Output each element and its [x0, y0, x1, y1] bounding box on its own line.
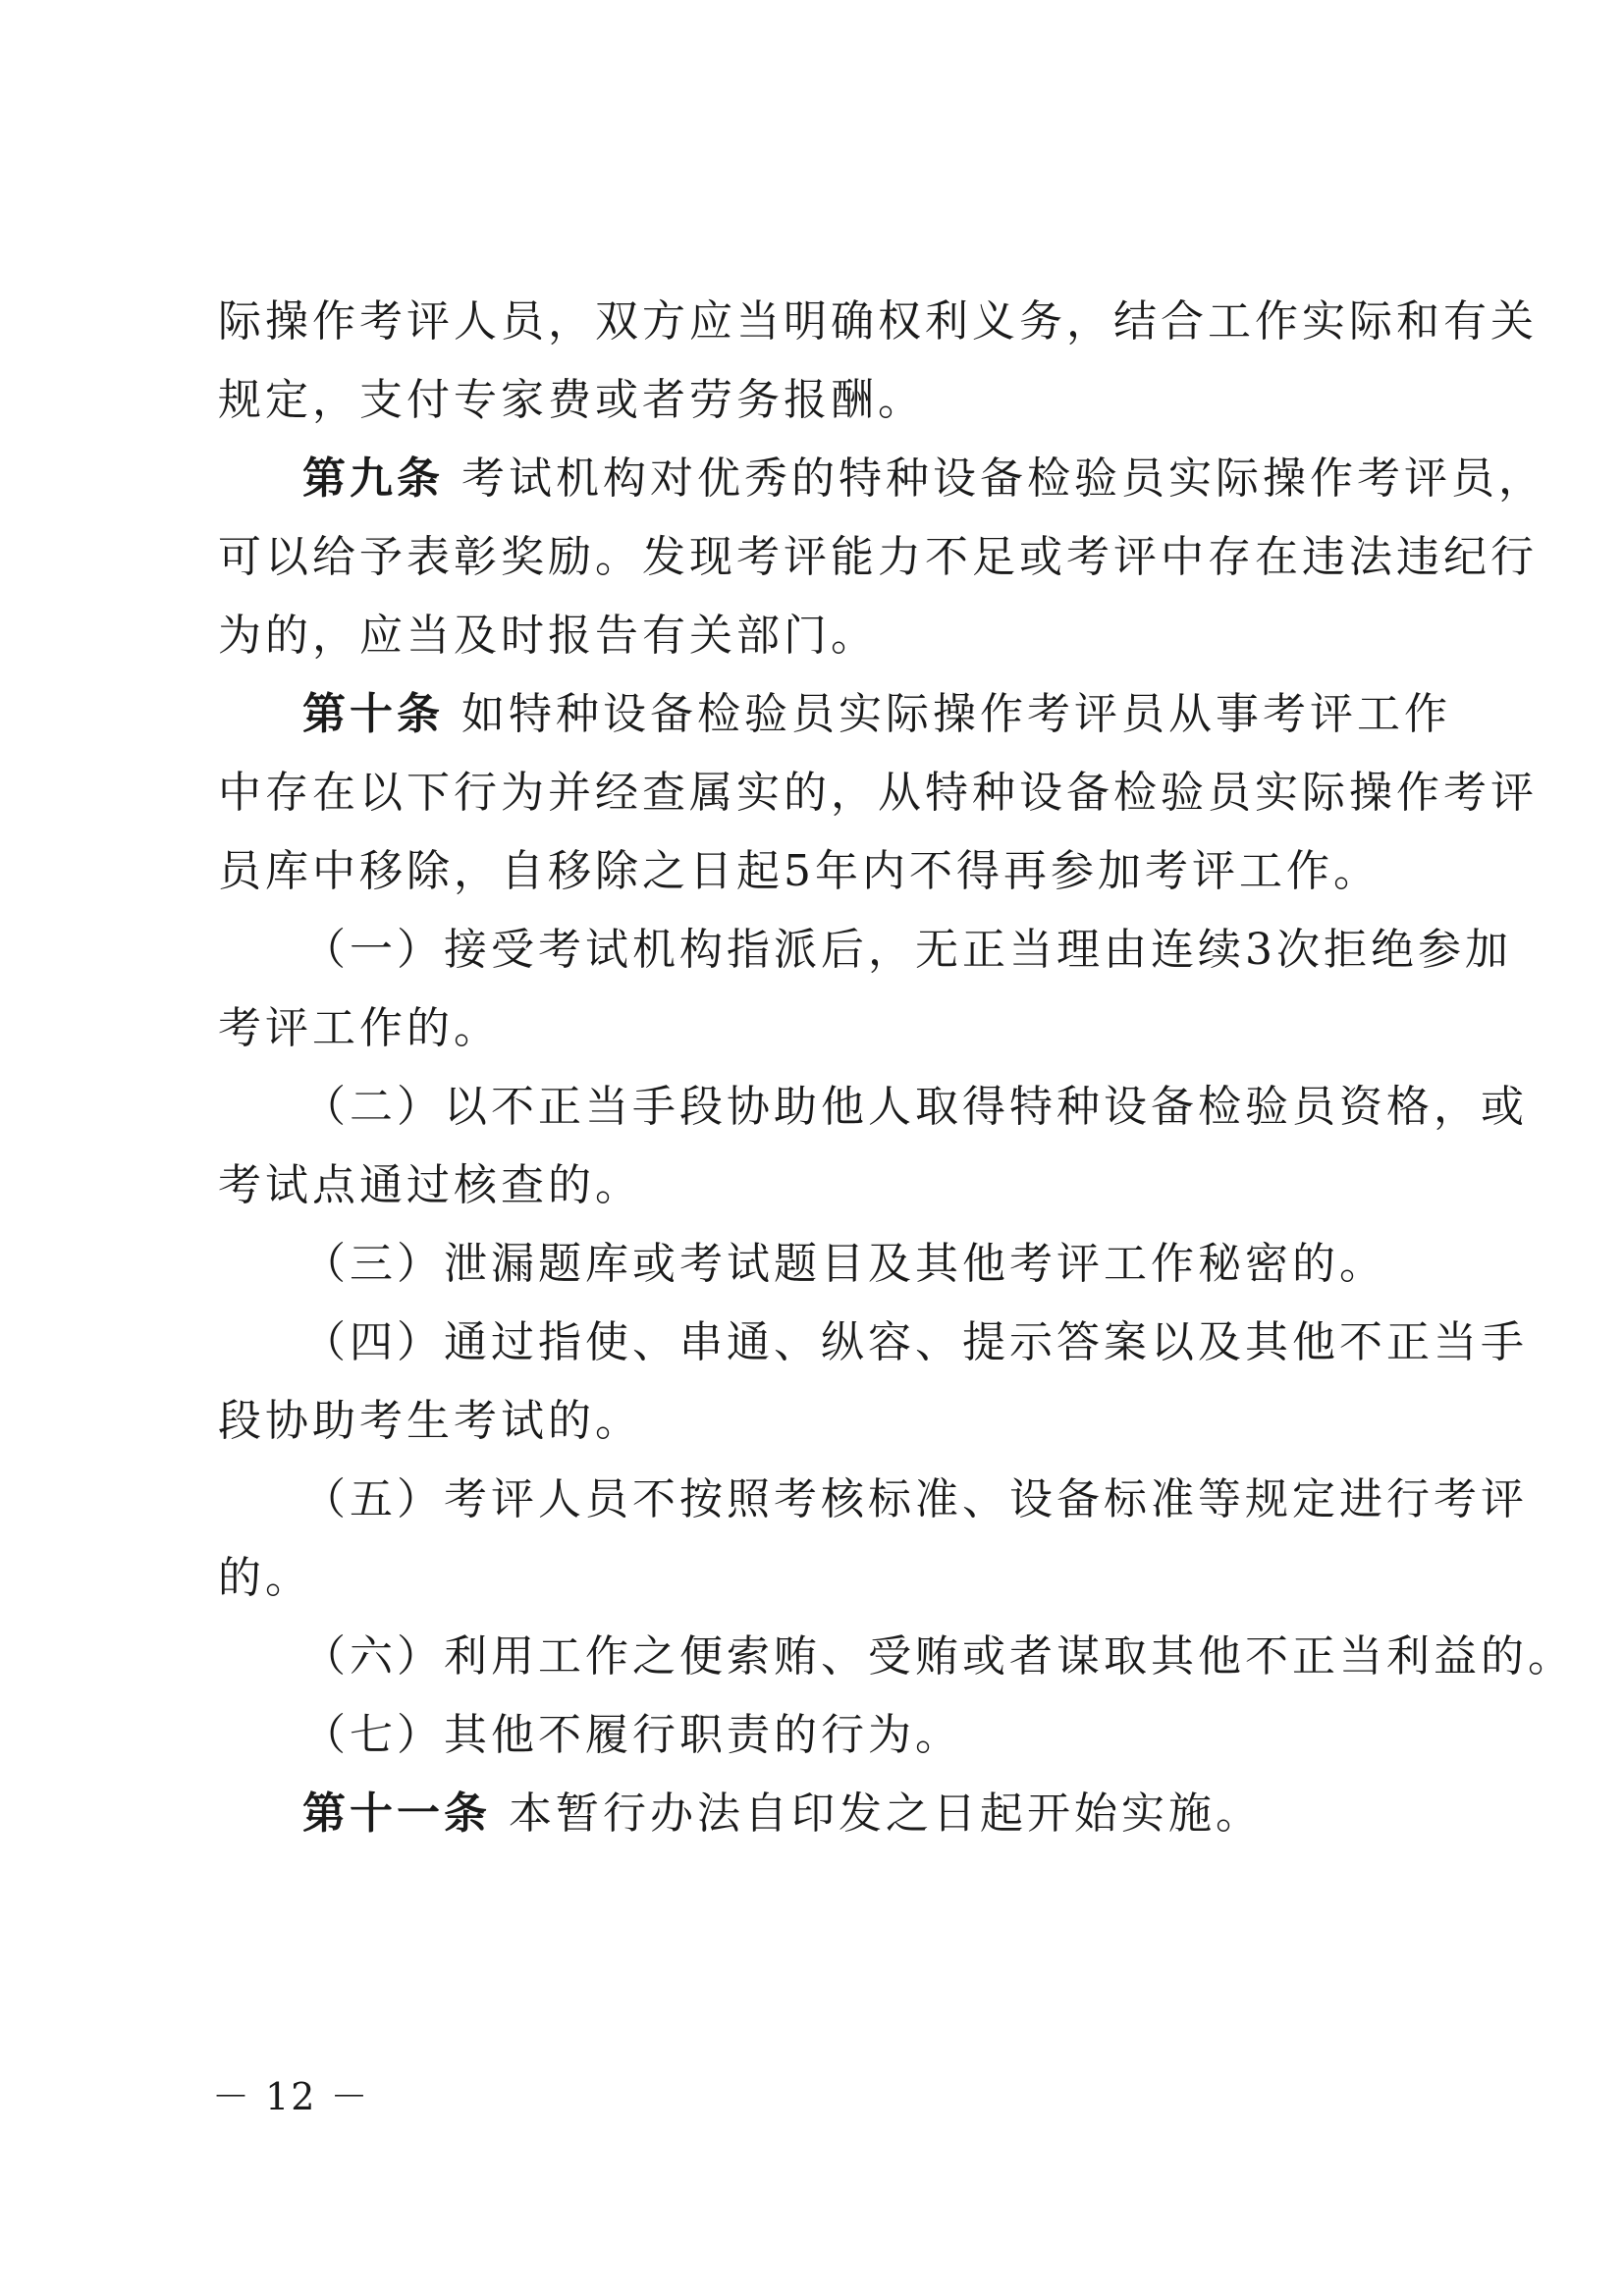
body-line-3: 可以给予表彰奖励。发现考评能力不足或考评中存在违法违纪行 [218, 532, 1538, 582]
article-10-heading: 第十条 [302, 689, 444, 739]
article-9-line [302, 452, 1545, 507]
page-number: － 12 － [212, 2075, 370, 2118]
item-1-line-1: （一）接受考试机构指派后，无正当理由连续3次拒绝参加 [302, 925, 1512, 975]
article-11-text: 本暂行办法自印发之日起开始实施。 [509, 1789, 1263, 1839]
item-3-line: （三）泄漏题库或考试题目及其他考评工作秘密的。 [302, 1239, 1386, 1289]
body-line-2: 规定，支付专家费或者劳务报酬。 [218, 375, 925, 425]
body-line-6: 员库中移除，自移除之日起5年内不得再参加考评工作。 [218, 846, 1380, 896]
article-10-line [302, 687, 1451, 742]
item-5-line-1: （五）考评人员不按照考核标准、设备标准等规定进行考评 [302, 1474, 1528, 1524]
item-4-line-1: （四）通过指使、串通、纵容、提示答案以及其他不正当手 [302, 1317, 1528, 1367]
item-2-line-2: 考试点通过核查的。 [218, 1160, 642, 1210]
item-2-line-1: （二）以不正当手段协助他人取得特种设备检验员资格，或 [302, 1082, 1528, 1132]
article-9-text: 考试机构对优秀的特种设备检验员实际操作考评员， [461, 454, 1545, 504]
item-7-line: （七）其他不履行职责的行为。 [302, 1710, 962, 1760]
item-1-line-2: 考评工作的。 [218, 1003, 501, 1053]
body-line-5: 中存在以下行为并经查属实的，从特种设备检验员实际操作考评 [218, 768, 1538, 818]
item-4-line-2: 段协助考生考试的。 [218, 1396, 642, 1446]
body-line-1: 际操作考评人员，双方应当明确权利义务，结合工作实际和有关 [218, 296, 1538, 347]
item-5-line-2: 的。 [218, 1553, 312, 1603]
article-10-text: 如特种设备检验员实际操作考评员从事考评工作 [461, 689, 1451, 739]
item-6-line: （六）利用工作之便索贿、受贿或者谋取其他不正当利益的。 [302, 1631, 1575, 1682]
body-line-4: 为的，应当及时报告有关部门。 [218, 611, 878, 661]
article-9-heading: 第九条 [302, 454, 444, 504]
article-11-heading: 第十一条 [302, 1789, 491, 1839]
article-11-line [302, 1787, 1416, 1842]
